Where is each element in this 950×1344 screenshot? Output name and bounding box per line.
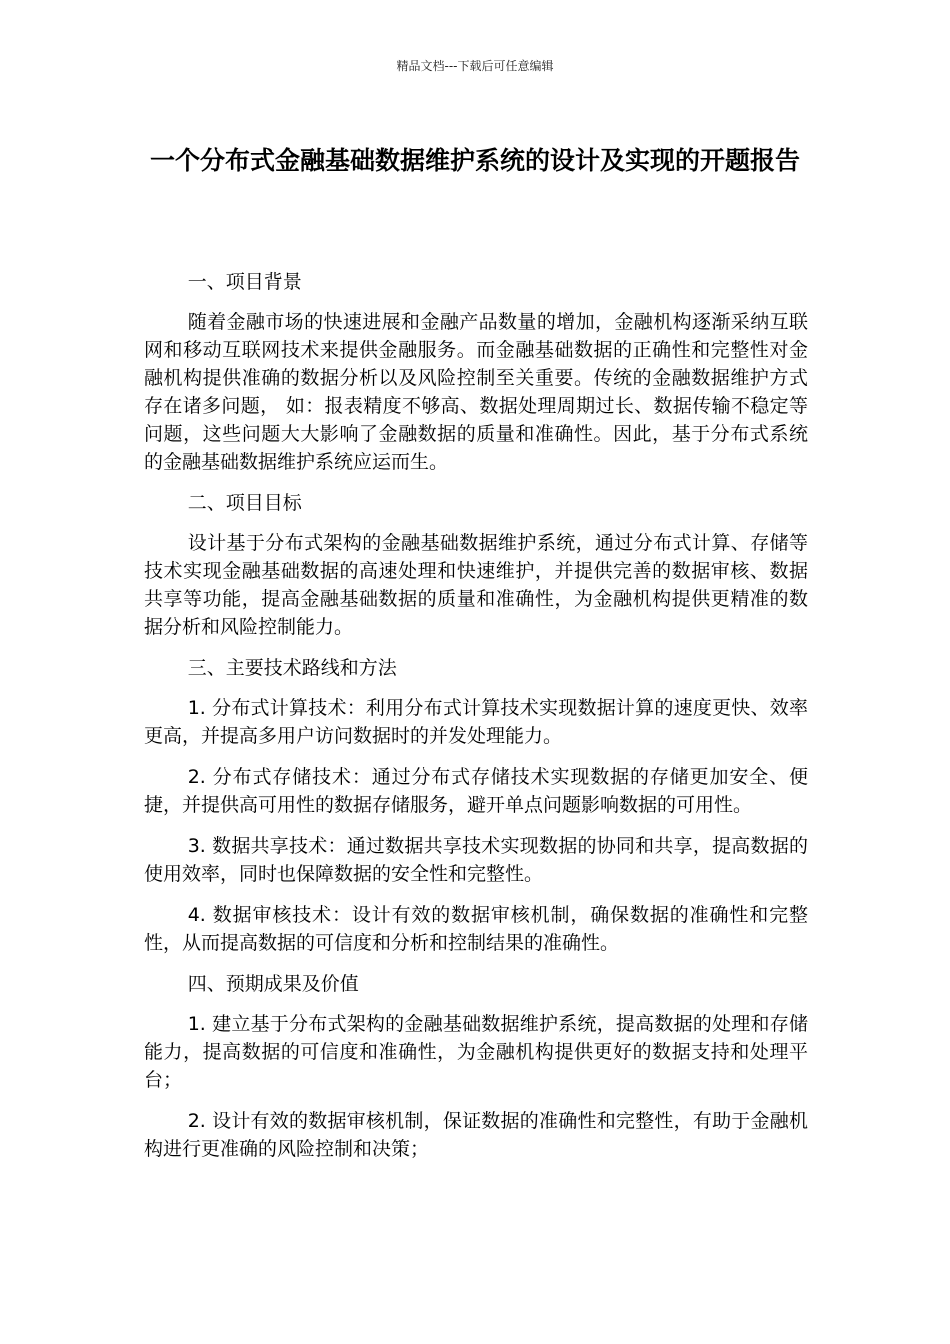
method-item-1: 1. 分布式计算技术：利用分布式计算技术实现数据计算的速度更快、效率更高，并提高多用户访问数据时的并发处理能力。 <box>144 697 808 747</box>
document-body <box>144 268 808 1176</box>
section-heading-methods: 三、主要技术路线和方法 <box>187 657 397 679</box>
method-item-2: 2. 分布式存储技术：通过分布式存储技术实现数据的存储更加安全、便捷，并提供高可用性的数据存储服务，避开单点问题影响数据的可用性。 <box>144 766 808 816</box>
section-heading-results: 四、预期成果及价值 <box>187 973 359 995</box>
document-title: 一个分布式金融基础数据维护系统的设计及实现的开题报告 <box>149 146 800 175</box>
paragraph-goal: 设计基于分布式架构的金融基础数据维护系统，通过分布式计算、存储等技术实现金融基础数据的高速处理和快速维护，并提供完善的数据审核、数据共享等功能，提高金融基础数据的质量和准确性，为金融机构提供更精准的数据分析和风险控制能力。 <box>144 532 808 638</box>
section-heading-background: 一、项目背景 <box>187 271 302 293</box>
header-note: 精品文档---下载后可任意编辑 <box>396 59 554 73</box>
method-item-4: 4. 数据审核技术：设计有效的数据审核机制，确保数据的准确性和完整性，从而提高数据的可信度和分析和控制结果的准确性。 <box>144 904 808 954</box>
method-item-3: 3. 数据共享技术：通过数据共享技术实现数据的协同和共享，提高数据的使用效率，同时也保障数据的安全性和完整性。 <box>144 835 808 885</box>
paragraph-background: 随着金融市场的快速进展和金融产品数量的增加，金融机构逐渐采纳互联网和移动互联网技术来提供金融服务。而金融基础数据的正确性和完整性对金融机构提供准确的数据分析以及风险控制至关重要。传统的金融数据维护方式存在诸多问题， 如：报表精度不够高、数据处理周期过长、数据传输不稳定等问题，这些问题大大影响了金融数据的质量和准确性。因此，基于分布式系统的金融基础数据维护系统应运而生。 <box>144 311 808 473</box>
result-item-1: 1. 建立基于分布式架构的金融基础数据维护系统，提高数据的处理和存储能力，提高数据的可信度和准确性，为金融机构提供更好的数据支持和处理平台； <box>144 1013 808 1091</box>
result-item-2: 2. 设计有效的数据审核机制，保证数据的准确性和完整性，有助于金融机构进行更准确的风险控制和决策； <box>144 1110 808 1160</box>
section-heading-goal: 二、项目目标 <box>187 492 302 514</box>
